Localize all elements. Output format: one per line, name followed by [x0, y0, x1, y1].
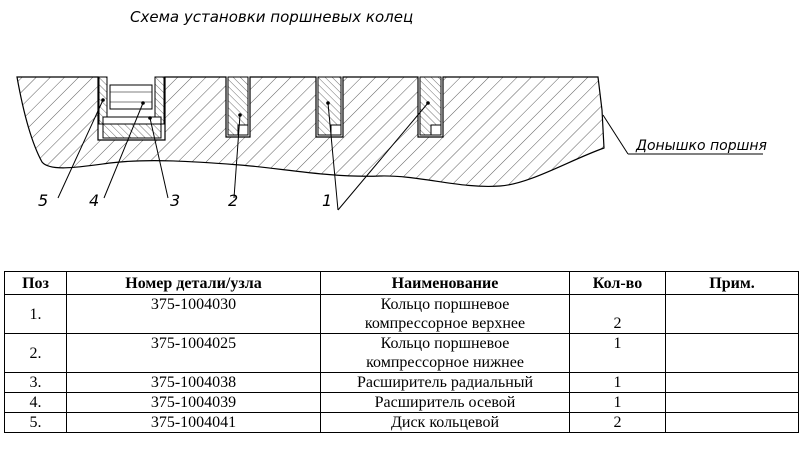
cell-note: [666, 295, 799, 334]
callout-5: 5: [38, 191, 49, 210]
name-line: компрессорное верхнее: [364, 315, 526, 332]
callout-4: 4: [89, 191, 100, 210]
table-row: [5, 295, 799, 334]
cell-pos: 5.: [5, 413, 67, 433]
parts-table: [4, 271, 799, 433]
name-line: Диск кольцевой: [390, 414, 500, 431]
cell-note: [666, 413, 799, 433]
cell-pos: 1.: [5, 295, 67, 334]
cell-name: [321, 334, 570, 373]
header-part-number: Номер детали/узла: [67, 272, 321, 295]
cell-pos: 3.: [5, 373, 67, 393]
callout-1: 1: [322, 191, 333, 210]
name-line: Кольцо поршневое: [380, 296, 510, 313]
name-line: Кольцо поршневое: [380, 335, 510, 352]
radial-expander-3: [110, 85, 152, 109]
cell-note: [666, 393, 799, 413]
cell-part: 375-1004041: [67, 413, 321, 433]
callout-2: 2: [228, 191, 239, 210]
cell-note: [666, 373, 799, 393]
header-name: Наименование: [321, 272, 570, 295]
header-note: Прим.: [666, 272, 799, 295]
name-line: Расширитель радиальный: [356, 374, 534, 391]
table-row: [5, 413, 799, 433]
cell-pos: 2.: [5, 334, 67, 373]
cell-name: [321, 295, 570, 334]
table-header-row: [5, 272, 799, 295]
cell-part: 375-1004039: [67, 393, 321, 413]
cell-qty: 2: [570, 413, 666, 433]
cell-name: [321, 373, 570, 393]
table-row: [5, 334, 799, 373]
drawing-title: Схема установки поршневых колец: [130, 8, 414, 26]
cell-qty: 1: [570, 393, 666, 413]
header-pos: Поз: [5, 272, 67, 295]
callout-3: 3: [170, 191, 181, 210]
piston-crown-label: Донышко поршня: [636, 138, 767, 154]
cell-name: [321, 393, 570, 413]
cell-qty: 1: [570, 373, 666, 393]
name-line: компрессорное нижнее: [366, 354, 524, 371]
table-row: [5, 393, 799, 413]
name-line: Расширитель осевой: [374, 394, 516, 411]
cell-part: 375-1004038: [67, 373, 321, 393]
cell-part: 375-1004025: [67, 334, 321, 373]
cell-part: 375-1004030: [67, 295, 321, 334]
axial-expander-4: [103, 117, 161, 124]
cell-note: [666, 334, 799, 373]
cell-qty: 2: [570, 295, 666, 334]
header-qty: Кол-во: [570, 272, 666, 295]
table-row: [5, 373, 799, 393]
cell-qty: 1: [570, 334, 666, 373]
cell-pos: 4.: [5, 393, 67, 413]
cell-name: [321, 413, 570, 433]
